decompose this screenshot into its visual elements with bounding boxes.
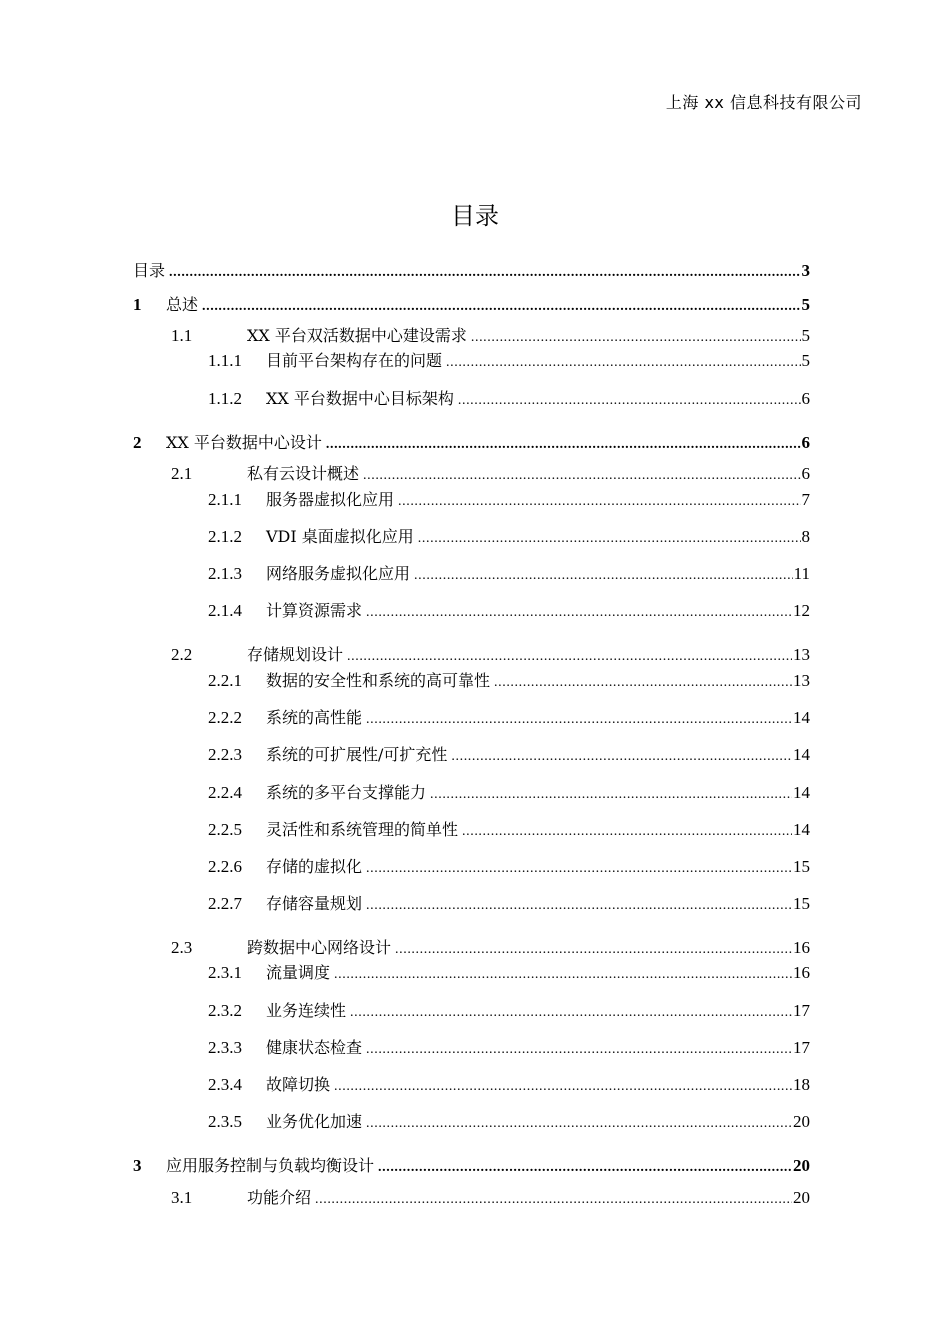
toc-entry-page: 8 — [801, 527, 810, 546]
toc-entry[interactable] — [0, 744, 950, 766]
toc-entry-page: 12 — [793, 601, 810, 620]
header-company-name: 上海 xx 信息科技有限公司 — [665, 93, 862, 112]
toc-entry-page: 5 — [801, 351, 810, 370]
toc-entry-title: XX 平台数据中心目标架构 — [266, 389, 454, 408]
toc-entry-page: 16 — [793, 963, 810, 982]
toc-entry-number: 2.2.6 — [208, 857, 242, 876]
toc-entry-number: 2.2.2 — [208, 708, 242, 727]
toc-entry[interactable] — [0, 1037, 950, 1059]
toc-entry-number: 2.1.1 — [208, 490, 242, 509]
toc-entry-title: 系统的可扩展性/可扩充性 — [266, 745, 448, 764]
toc-leader-dots — [458, 390, 801, 412]
toc-entry[interactable] — [0, 489, 950, 511]
toc-entry[interactable] — [0, 782, 950, 804]
toc-entry-title: XX 平台数据中心设计 — [166, 433, 322, 452]
toc-entry-page: 20 — [793, 1188, 810, 1207]
toc-entry-number: 2.2.3 — [208, 745, 242, 764]
toc-leader-dots — [430, 784, 792, 806]
toc-entry-number: 2.2.1 — [208, 671, 242, 690]
toc-entry-page: 17 — [793, 1038, 810, 1057]
toc-entry-title: 功能介绍 — [247, 1188, 312, 1207]
toc-entry[interactable] — [0, 1000, 950, 1022]
page-title: 目录 — [451, 202, 499, 230]
toc-entry-title: 总述 — [166, 295, 199, 314]
toc-entry[interactable] — [0, 260, 950, 282]
toc-entry[interactable] — [0, 294, 950, 316]
toc-entry-number: 1 — [133, 295, 142, 314]
toc-leader-dots — [334, 1076, 792, 1098]
toc-entry-page: 6 — [801, 389, 810, 408]
toc-entry-title: 系统的高性能 — [266, 708, 363, 727]
toc-entry-page: 13 — [793, 671, 810, 690]
toc-entry-page: 3 — [801, 261, 810, 280]
toc-entry-page: 5 — [801, 326, 810, 345]
toc-leader-dots — [414, 565, 793, 587]
toc-entry-title: 服务器虚拟化应用 — [266, 490, 395, 509]
toc-leader-dots — [471, 327, 801, 349]
toc-entry-number: 2.3.4 — [208, 1075, 242, 1094]
toc-entry-title: 跨数据中心网络设计 — [247, 938, 392, 957]
toc-entry-page: 16 — [793, 938, 810, 957]
toc-entry-number: 3 — [133, 1156, 142, 1175]
toc-entry-page: 18 — [793, 1075, 810, 1094]
toc-entry-page: 14 — [793, 708, 810, 727]
toc-entry-title: 流量调度 — [266, 963, 331, 982]
toc-entry-page: 15 — [793, 894, 810, 913]
toc-entry[interactable] — [0, 962, 950, 984]
toc-entry-title: 应用服务控制与负载均衡设计 — [166, 1156, 375, 1175]
toc-leader-dots — [169, 262, 800, 284]
toc-entry-number: 2 — [133, 433, 142, 452]
toc-entry[interactable] — [0, 1074, 950, 1096]
toc-entry-page: 17 — [793, 1001, 810, 1020]
toc-entry-number: 2.3.3 — [208, 1038, 242, 1057]
toc-entry-title: 存储容量规划 — [266, 894, 363, 913]
toc-entry-title: 业务优化加速 — [266, 1112, 363, 1131]
toc-entry-page: 7 — [801, 490, 810, 509]
toc-entry-title: 故障切换 — [266, 1075, 331, 1094]
toc-entry-page: 14 — [793, 745, 810, 764]
toc-entry-title: 目录 — [133, 261, 166, 280]
toc-leader-dots — [494, 672, 792, 694]
toc-entry[interactable] — [0, 350, 950, 372]
toc-entry-page: 14 — [793, 783, 810, 802]
toc-entry-title: 健康状态检查 — [266, 1038, 363, 1057]
toc-entry-page: 20 — [793, 1156, 810, 1175]
toc-entry-number: 2.2.5 — [208, 820, 242, 839]
toc-entry-page: 14 — [793, 820, 810, 839]
toc-leader-dots — [366, 602, 792, 624]
toc-entry-page: 6 — [801, 464, 810, 483]
toc-entry-title: 私有云设计概述 — [247, 464, 360, 483]
toc-leader-dots — [446, 352, 800, 374]
toc-entry-title: VDI 桌面虚拟化应用 — [266, 527, 414, 546]
toc-entry[interactable] — [0, 644, 950, 666]
toc-entry[interactable] — [0, 526, 950, 548]
toc-entry[interactable] — [0, 1187, 950, 1209]
toc-entry-page: 6 — [801, 433, 810, 452]
toc-entry-title: 存储规划设计 — [247, 645, 344, 664]
toc-leader-dots — [395, 939, 792, 961]
toc-entry-title: 目前平台架构存在的问题 — [266, 351, 443, 370]
toc-entry-number: 2.2.4 — [208, 783, 242, 802]
toc-entry[interactable] — [0, 600, 950, 622]
toc-entry-number: 1.1.2 — [208, 389, 242, 408]
toc-leader-dots — [347, 646, 792, 668]
toc-entry-number: 2.1.4 — [208, 601, 242, 620]
toc-entry-page: 5 — [801, 295, 810, 314]
toc-entry-title: 数据的安全性和系统的高可靠性 — [266, 671, 491, 690]
toc-entry-number: 2.3.2 — [208, 1001, 242, 1020]
toc-leader-dots — [350, 1002, 792, 1024]
toc-leader-dots — [334, 964, 792, 986]
toc-entry[interactable] — [0, 1111, 950, 1133]
toc-entry-title: 业务连续性 — [266, 1001, 347, 1020]
toc-entry-page: 20 — [793, 1112, 810, 1131]
toc-leader-dots — [418, 528, 801, 550]
toc-leader-dots — [366, 709, 792, 731]
toc-leader-dots — [462, 821, 792, 843]
toc-entry[interactable] — [0, 856, 950, 878]
toc-leader-dots — [363, 465, 800, 487]
toc-entry-title: 灵活性和系统管理的简单性 — [266, 820, 459, 839]
toc-entry[interactable] — [0, 388, 950, 410]
toc-entry[interactable] — [0, 463, 950, 485]
toc-leader-dots — [202, 296, 800, 318]
toc-entry-number: 2.3.1 — [208, 963, 242, 982]
toc-entry-number: 3.1 — [171, 1188, 193, 1207]
toc-entry[interactable] — [0, 937, 950, 959]
toc-entry-number: 2.1.2 — [208, 527, 242, 546]
toc-entry-page: 11 — [793, 564, 810, 583]
toc-leader-dots — [366, 895, 792, 917]
toc-entry-number: 1.1 — [171, 326, 193, 345]
toc-entry-number: 2.3.5 — [208, 1112, 242, 1131]
toc-leader-dots — [366, 1113, 792, 1135]
toc-entry[interactable] — [0, 1155, 950, 1177]
toc-entry-number: 2.1.3 — [208, 564, 242, 583]
toc-entry-number: 2.2 — [171, 645, 193, 664]
toc-entry[interactable] — [0, 670, 950, 692]
toc-entry[interactable] — [0, 325, 950, 347]
toc-entry-number: 2.1 — [171, 464, 193, 483]
toc-entry-title: 计算资源需求 — [266, 601, 363, 620]
toc-entry-number: 1.1.1 — [208, 351, 242, 370]
toc-leader-dots — [398, 491, 800, 513]
toc-leader-dots — [366, 858, 792, 880]
toc-entry-title: 网络服务虚拟化应用 — [266, 564, 411, 583]
toc-entry-page: 13 — [793, 645, 810, 664]
toc-entry[interactable] — [0, 432, 950, 454]
toc-entry[interactable] — [0, 563, 950, 585]
toc-entry-title: 存储的虚拟化 — [266, 857, 363, 876]
toc-entry-title: 系统的多平台支撑能力 — [266, 783, 427, 802]
toc-leader-dots — [366, 1039, 792, 1061]
toc-entry[interactable] — [0, 819, 950, 841]
toc-entry-title: XX 平台双活数据中心建设需求 — [247, 326, 467, 345]
toc-entry-page: 15 — [793, 857, 810, 876]
toc-entry[interactable] — [0, 893, 950, 915]
toc-leader-dots — [326, 434, 801, 456]
toc-entry[interactable] — [0, 707, 950, 729]
toc-entry-number: 2.3 — [171, 938, 193, 957]
toc-entry-number: 2.2.7 — [208, 894, 242, 913]
toc-leader-dots — [378, 1157, 792, 1179]
toc-leader-dots — [451, 746, 792, 768]
toc-leader-dots — [315, 1189, 792, 1211]
